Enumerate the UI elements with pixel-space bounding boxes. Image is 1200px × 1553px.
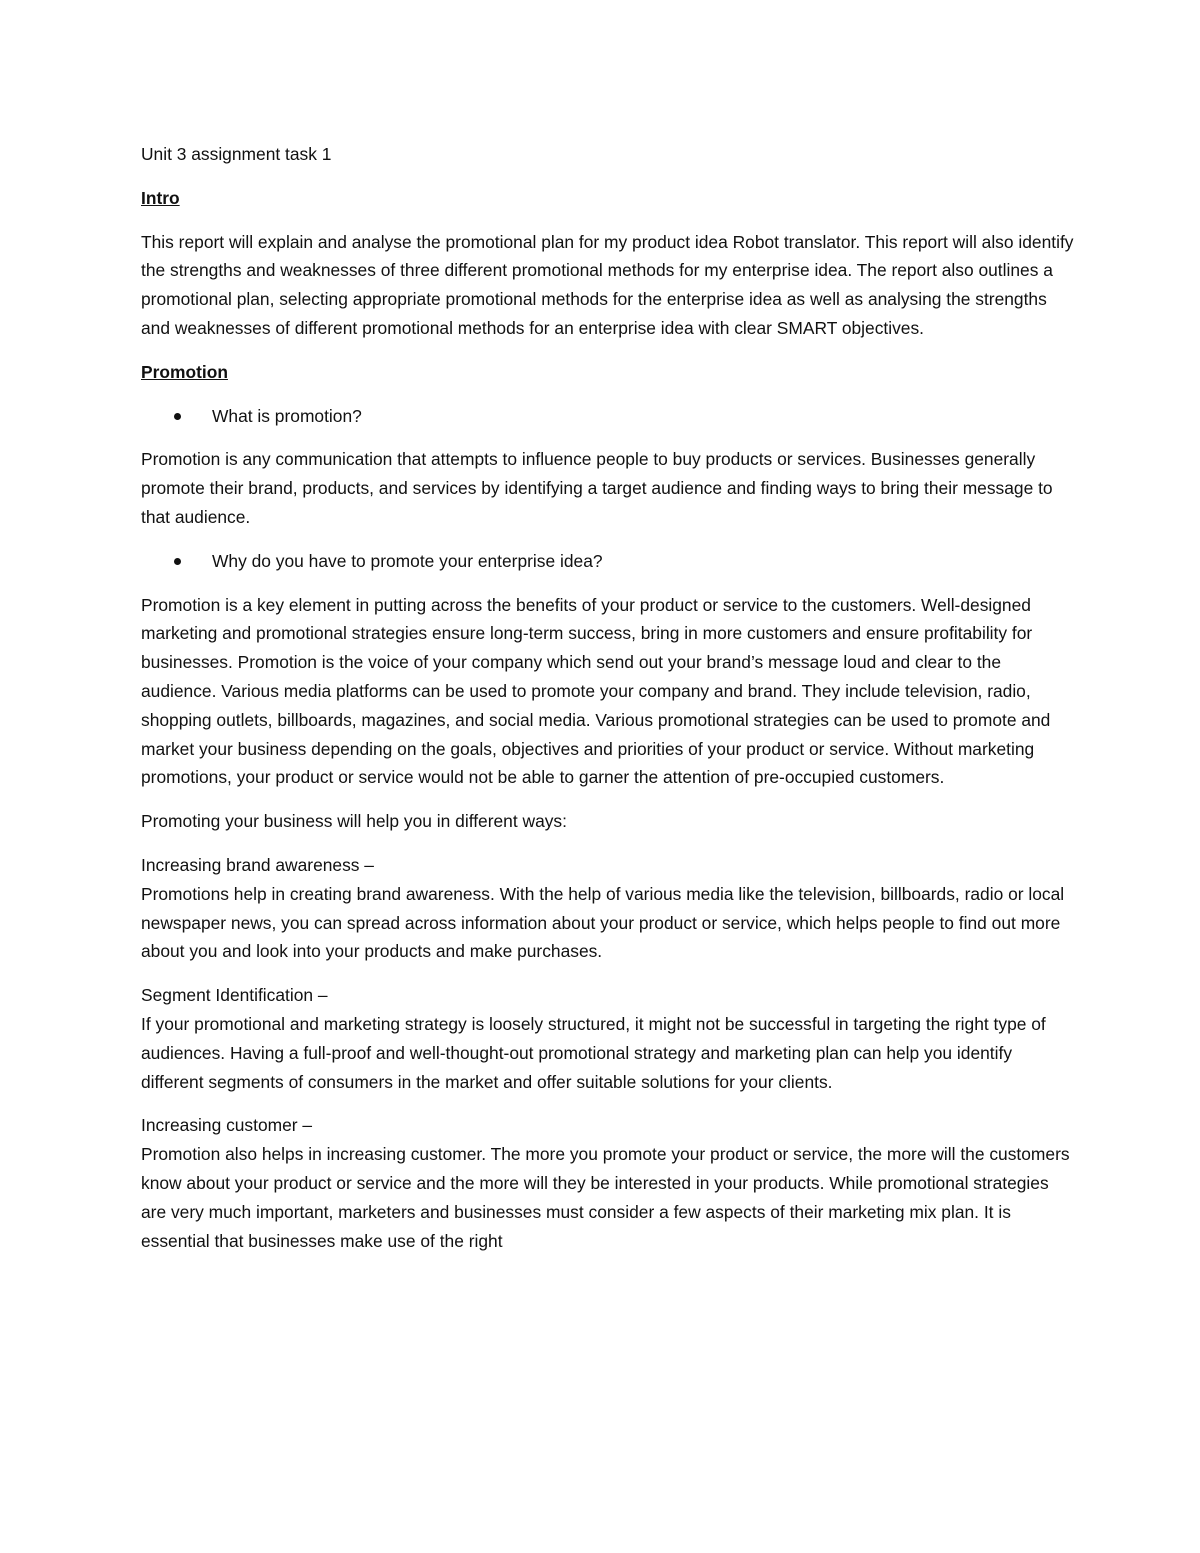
bullet-icon (174, 558, 181, 565)
bullet-text: What is promotion? (212, 405, 362, 426)
bullet-icon (174, 413, 181, 420)
intro-paragraph: This report will explain and analyse the promotional plan for my product idea Robot translator. This report will also identify the strengths and weaknesses of three different promotional methods for my enterprise idea. The report also outlines a promotional plan, selecting appropriate promotional methods for the enterprise idea as well as analysing the strengths and weaknesses of different promotional methods for an enterprise idea with clear SMART objectives. (141, 231, 1074, 338)
bullet-item-why-promote (141, 547, 1076, 576)
document-body (141, 140, 1076, 1270)
section-increasing-customer (141, 1111, 1076, 1255)
intro-heading: Intro (141, 187, 180, 208)
section-text: Promotions help in creating brand awareness. With the help of various media like the television, billboards, radio or local newspaper news, you can spread across information about your product or service, which helps people to find out more about you and look into your products and make purchases. (141, 883, 1065, 962)
section-text: If your promotional and marketing strategy is loosely structured, it might not be successful in targeting the right type of audiences. Having a full-proof and well-thought-out promotional strategy and marketing plan can help you identify different segments of consumers in the market and offer suitable solutions for your clients. (141, 1013, 1046, 1092)
section-segment-identification (141, 981, 1076, 1096)
document-title: Unit 3 assignment task 1 (141, 144, 332, 164)
section-brand-awareness (141, 851, 1076, 966)
section-text: Promotion also helps in increasing customer. The more you promote your product or service, the more will the customers know about your product or service and the more will they be interested in your products. While promotional strategies are very much important, marketers and businesses must consider a few aspects of their marketing mix plan. It is essential that businesses make use of the right (141, 1144, 1070, 1251)
promotion-heading: Promotion (141, 361, 228, 382)
promotion-reasons-paragraph: Promotion is a key element in putting across the benefits of your product or service to the customers. Well-designed marketing and promotional strategies ensure long-term success, bring in more customers and ensure profitability for businesses. Promotion is the voice of your company which send out your brand’s message loud and clear to the audience. Various media platforms can be used to promote your company and brand. They include television, radio, shopping outlets, billboards, magazines, and social media. Various promotional strategies can be used to promote and market your business depending on the goals, objectives and priorities of your product or service. Without marketing promotions, your product or service would not be able to garner the attention of pre-occupied customers. (141, 594, 1051, 788)
ways-intro-paragraph: Promoting your business will help you in different ways: (141, 811, 567, 832)
bullet-item-what-is-promotion (141, 402, 1076, 431)
section-heading: Increasing brand awareness – (141, 854, 374, 875)
section-heading: Segment Identification – (141, 985, 328, 1006)
bullet-text: Why do you have to promote your enterprise idea? (212, 550, 603, 571)
section-heading: Increasing customer – (141, 1115, 313, 1136)
promotion-definition-paragraph: Promotion is any communication that attempts to influence people to buy products or services. Businesses generally promote their brand, products, and services by identifying a target audience and finding ways to bring their message to that audience. (141, 449, 1053, 527)
